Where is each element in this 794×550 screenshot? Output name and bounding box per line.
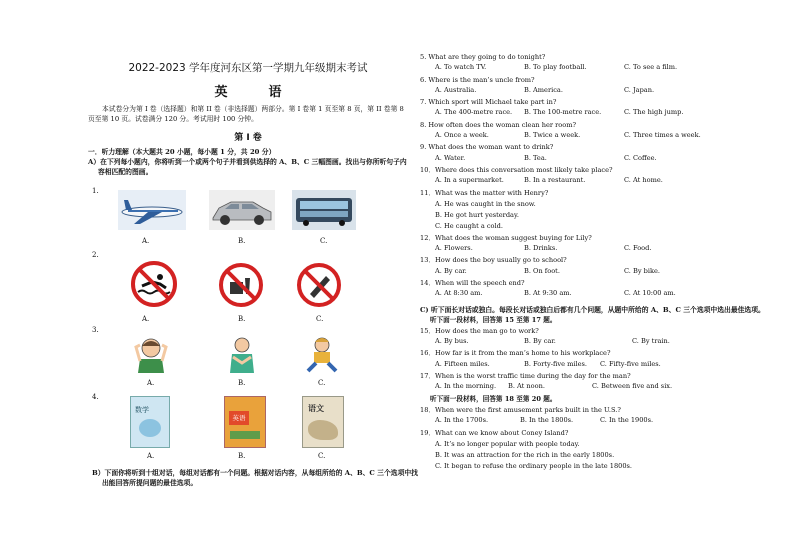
question-17-options bbox=[420, 382, 780, 393]
option-c: C. Fifty-five miles. bbox=[600, 359, 661, 368]
person-stomachache-image bbox=[224, 335, 260, 373]
option-b: B. Tea. bbox=[524, 153, 547, 162]
book-cover-art bbox=[308, 420, 338, 440]
option-label: B. bbox=[238, 315, 246, 323]
part-a-instructions: A）在下列每小题内，你将听到一个或两个句子并看到供选择的 A、B、C 三幅图画。找出与你所听句子内容相匹配的图画。 bbox=[88, 158, 407, 176]
question-9: 9. What does the woman want to drink? bbox=[420, 143, 554, 152]
car-image bbox=[209, 190, 275, 230]
exam-title: 2022-2023 学年度河东区第一学期九年级期末考试 bbox=[128, 62, 368, 74]
question-14: 14．When will the speech end? bbox=[420, 278, 525, 287]
question-19: 19．What can we know about Coney Island? bbox=[420, 428, 569, 437]
option-label: A. bbox=[142, 237, 150, 245]
child-hurt-knee-image bbox=[302, 335, 342, 373]
option-c: C. Food. bbox=[624, 244, 652, 253]
option-label: C. bbox=[318, 452, 326, 460]
passage-1-instruction: 听下面一段材料，回答第 15 至第 17 题。 bbox=[430, 315, 557, 324]
option-label: A. bbox=[147, 452, 155, 460]
question-14-options bbox=[420, 289, 780, 300]
question-5: 5. What are they going to do tonight? bbox=[420, 53, 546, 61]
question-7: 7. Which sport will Michael take part in? bbox=[420, 98, 557, 107]
question-12: 12．What does the woman suggest buying for Lily? bbox=[420, 233, 592, 242]
option-a: A. In the 1700s. bbox=[435, 416, 489, 425]
option-b: B. In the 1800s. bbox=[520, 416, 574, 425]
question-18-options bbox=[420, 416, 780, 427]
question-7-options bbox=[420, 108, 780, 119]
option-c: C. It began to refuse the ordinary people in the late 1800s. bbox=[435, 462, 633, 471]
option-a: A. Once a week. bbox=[435, 131, 489, 140]
option-a: A. In the morning. bbox=[435, 382, 497, 391]
option-b: B. The 100-metre race. bbox=[524, 108, 602, 117]
question-17: 17．When is the worst traffic time during the day for the man? bbox=[420, 372, 631, 381]
question-6: 6. Where is the man’s uncle from? bbox=[420, 75, 535, 84]
option-b: B. America. bbox=[524, 85, 563, 94]
option-label: B. bbox=[238, 379, 246, 387]
option-b: B. Forty-five miles. bbox=[524, 359, 587, 368]
part-b-instructions: B）下面你将听到十组对话，每组对话都有一个问题。根据对话内容，从每组所给的 A、B、C 三个选项中找出能回答所提问题的最佳选项。 bbox=[92, 469, 418, 487]
option-a: A. By car. bbox=[435, 266, 467, 275]
question-16-options bbox=[420, 360, 780, 371]
option-label: A. bbox=[147, 379, 155, 387]
option-b: B. By car. bbox=[524, 337, 556, 346]
right-column bbox=[420, 52, 780, 473]
book-cover-art bbox=[230, 431, 260, 439]
no-writing-sign-icon bbox=[296, 262, 342, 308]
question-18: 18．When were the first amusement parks built in the U.S.? bbox=[420, 405, 621, 414]
option-c: C. To see a film. bbox=[624, 63, 678, 72]
question-10-options bbox=[420, 176, 780, 187]
option-b: B. At 9:30 am. bbox=[524, 289, 572, 298]
question-11: 11．What was the matter with Henry? bbox=[420, 188, 549, 197]
option-c: C. At home. bbox=[624, 176, 663, 185]
part-one-title: 第 Ⅰ 卷 bbox=[234, 133, 262, 143]
airplane-image bbox=[118, 190, 186, 230]
option-label: C. bbox=[320, 237, 328, 245]
option-b: B. Drinks. bbox=[524, 244, 558, 253]
book-cover-art bbox=[139, 419, 161, 437]
option-c: C. At 10:00 am. bbox=[624, 289, 676, 298]
option-c: C. Coffee. bbox=[624, 153, 657, 162]
book-title: 数学 bbox=[135, 406, 149, 414]
question-number: 2. bbox=[92, 251, 99, 259]
option-label: B. bbox=[238, 452, 246, 460]
option-b: B. At noon. bbox=[508, 382, 545, 391]
option-c: C. By bike. bbox=[624, 266, 660, 275]
exam-intro: 本试卷分为第 I 卷（选择题）和第 II 卷（非选择题）两部分。第 I 卷第 1 页至第 8 页，第 II 卷第 8 页至第 10 页。试卷满分 120 分。考试用时 100 分钟。 bbox=[88, 105, 404, 123]
question-10: 10．Where does this conversation most likely take place? bbox=[420, 165, 613, 174]
listening-section-title: 一．听力理解（本大题共 20 小题，每小题 1 分，共 20 分） bbox=[88, 148, 276, 156]
question-8-options bbox=[420, 131, 780, 142]
subject-title: 英 语 bbox=[214, 85, 296, 100]
question-13-options bbox=[420, 267, 780, 278]
question-number: 4. bbox=[92, 393, 99, 401]
option-a: A. At 8:30 am. bbox=[435, 289, 483, 298]
option-c: C. Between five and six. bbox=[592, 382, 673, 391]
question-16: 16．How far is it from the man’s home to his workplace? bbox=[420, 349, 611, 358]
question-15: 15．How does the man go to work? bbox=[420, 326, 539, 335]
option-b: B. On foot. bbox=[524, 266, 560, 275]
option-c: C. The high jump. bbox=[624, 108, 684, 117]
bus-image bbox=[292, 190, 356, 230]
option-a: A. Water. bbox=[435, 153, 466, 162]
left-column bbox=[88, 56, 408, 177]
option-b: B. He got hurt yesterday. bbox=[435, 211, 519, 220]
option-b: B. Twice a week. bbox=[524, 131, 581, 140]
person-headache-image bbox=[128, 335, 174, 373]
option-b: B. In a restaurant. bbox=[524, 176, 586, 185]
option-a: A. In a supermarket. bbox=[435, 176, 504, 185]
option-b: B. It was an attraction for the rich in the early 1800s. bbox=[435, 451, 615, 460]
option-a: A. The 400-metre race. bbox=[435, 108, 513, 117]
question-15-options bbox=[420, 337, 780, 348]
option-c: C. Three times a week. bbox=[624, 131, 701, 140]
book-title: 英语 bbox=[229, 411, 249, 425]
english-book-image bbox=[224, 396, 266, 448]
option-c: C. In the 1900s. bbox=[600, 416, 654, 425]
question-12-options bbox=[420, 244, 780, 255]
question-6-options bbox=[420, 86, 780, 97]
question-number: 3. bbox=[92, 326, 99, 334]
option-label: C. bbox=[316, 315, 324, 323]
question-number: 1. bbox=[92, 187, 99, 195]
option-c: C. Japan. bbox=[624, 85, 655, 94]
option-a: A. Australia. bbox=[435, 85, 477, 94]
part-c-instructions: C) 听下面长对话或独白。每段长对话或独白后都有几个问题，从题中所给的 A、B、C 三个选项中选出最佳选项。 bbox=[420, 305, 765, 314]
option-c: C. He caught a cold. bbox=[435, 222, 503, 231]
passage-2-instruction: 听下面一段材料，回答第 18 至第 20 题。 bbox=[430, 394, 557, 403]
chinese-book-image bbox=[302, 396, 344, 448]
option-a: A. He was caught in the snow. bbox=[435, 199, 536, 208]
option-label: B. bbox=[238, 237, 246, 245]
no-swimming-sign-icon bbox=[130, 260, 178, 308]
option-label: A. bbox=[142, 315, 150, 323]
option-b: B. To play football. bbox=[524, 63, 587, 72]
book-title: 语文 bbox=[308, 404, 324, 413]
option-c: C. By train. bbox=[632, 337, 670, 346]
option-a: A. Fifteen miles. bbox=[435, 359, 490, 368]
option-a: A. It’s no longer popular with people today. bbox=[435, 439, 580, 448]
question-5-options bbox=[420, 63, 780, 74]
no-food-sign-icon bbox=[218, 262, 264, 308]
question-9-options bbox=[420, 154, 780, 165]
math-book-image bbox=[130, 396, 170, 448]
option-a: A. To watch TV. bbox=[435, 63, 487, 72]
question-13: 13．How does the boy usually go to school? bbox=[420, 256, 567, 265]
option-a: A. By bus. bbox=[435, 337, 469, 346]
option-a: A. Flowers. bbox=[435, 244, 473, 253]
option-label: C. bbox=[318, 379, 326, 387]
question-8: 8. How often does the woman clean her room? bbox=[420, 120, 577, 129]
